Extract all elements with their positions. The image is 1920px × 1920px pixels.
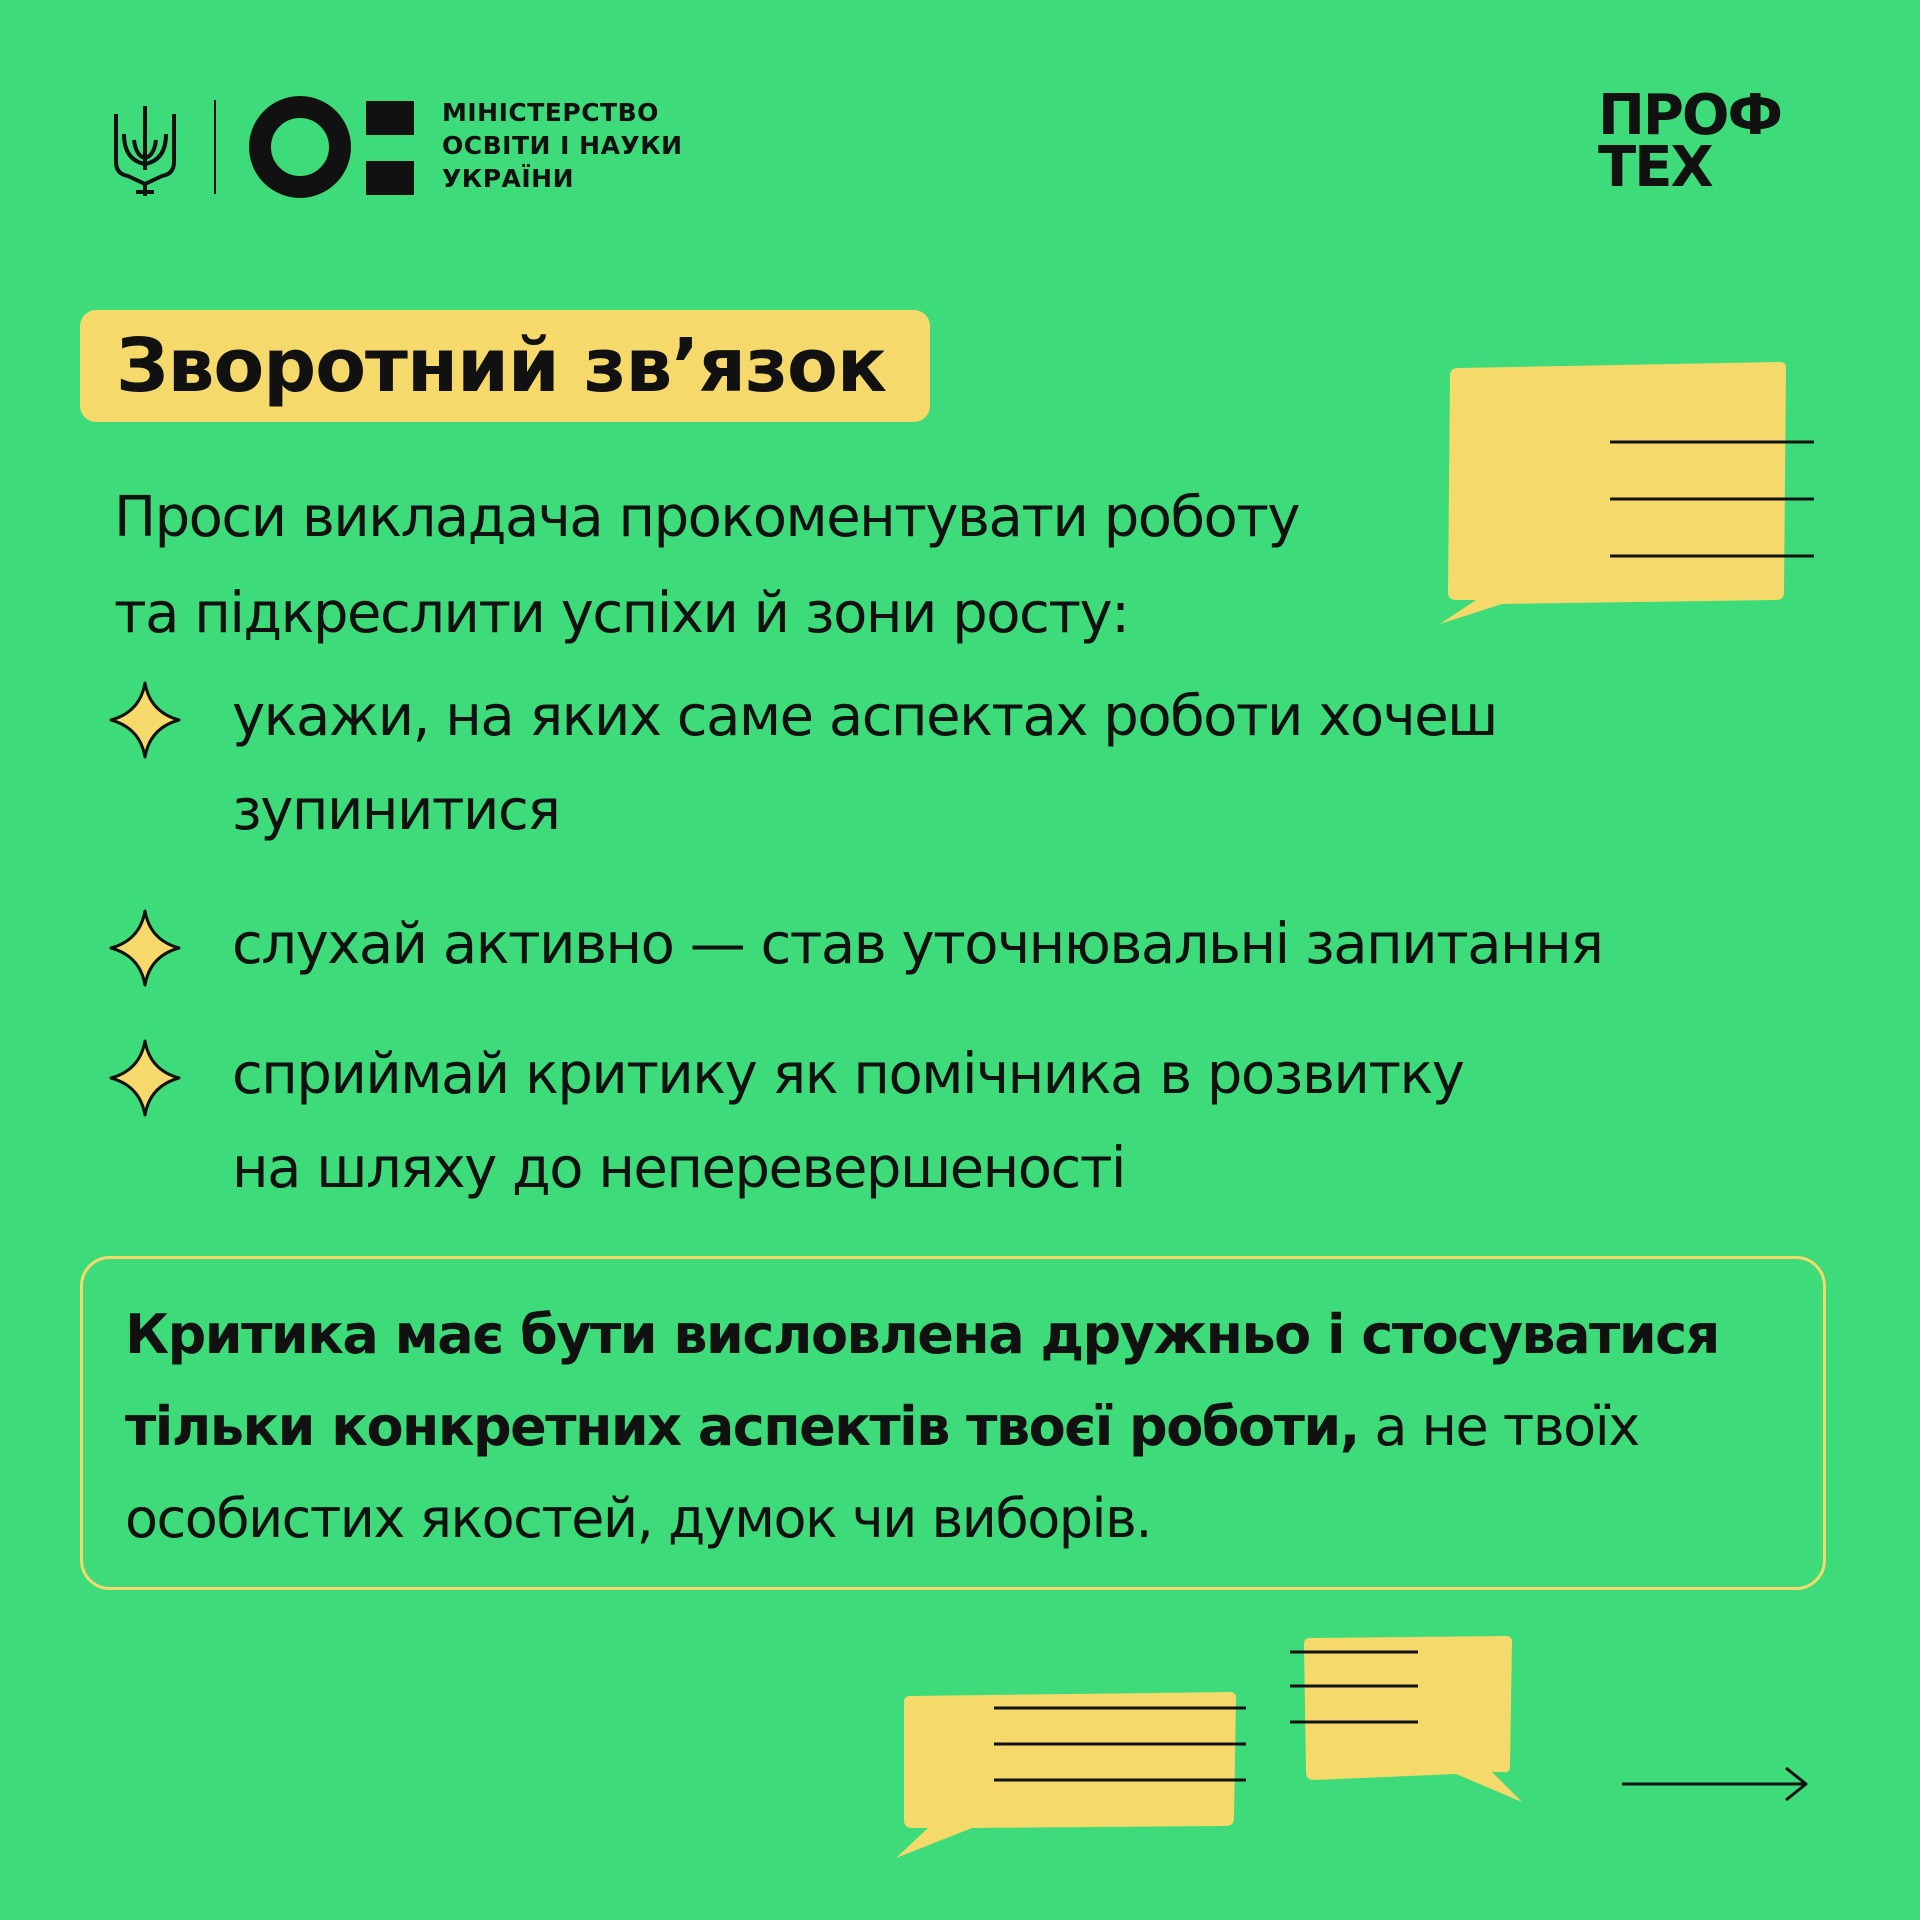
- intro-line: та підкреслити успіхи й зони росту:: [114, 581, 1129, 646]
- speech-bubble-icon: [1286, 1630, 1526, 1806]
- page-title: Зворотний зв’язок: [116, 323, 887, 409]
- list-item-text: на шляху до неперевершеності: [232, 1136, 1125, 1201]
- brand-line: ПРОФ: [1598, 83, 1782, 148]
- list-item-text: укажи, на яких саме аспектах роботи хочеш: [232, 684, 1497, 749]
- intro-line: Проси викладача прокоментувати роботу: [114, 485, 1300, 550]
- list-item-text: сприймай критику як помічника в розвитку: [232, 1042, 1464, 1107]
- ministry-logo: [248, 95, 418, 200]
- speech-bubble-icon: [1436, 356, 1816, 631]
- arrow-right-icon[interactable]: [1620, 1764, 1810, 1804]
- title-pill: [80, 310, 930, 422]
- sparkle-star-icon: [108, 680, 182, 760]
- ministry-line: МІНІСТЕРСТВО: [442, 98, 659, 127]
- list-item-text: зупинитися: [232, 778, 560, 843]
- sparkle-star-icon: [108, 1038, 182, 1118]
- ministry-line: ОСВІТИ І НАУКИ: [442, 131, 683, 160]
- sparkle-star-icon: [108, 908, 182, 988]
- intro-text: [114, 470, 1434, 662]
- brand-logo: [1598, 83, 1782, 200]
- callout-regular-text: а не твоїх: [1358, 1395, 1639, 1458]
- list-item-text: слухай активно — став уточнювальні запитання: [232, 912, 1603, 977]
- callout-box: [80, 1256, 1826, 1590]
- header-divider: [214, 100, 216, 194]
- speech-bubble-icon: [892, 1686, 1252, 1862]
- brand-line: ТЕХ: [1598, 135, 1712, 200]
- callout-bold-text: Критика має бути висловлена дружньо і стосуватися: [125, 1303, 1719, 1366]
- callout-bold-text: тільки конкретних аспектів твоєї роботи,: [125, 1395, 1359, 1458]
- ministry-name: [442, 96, 683, 195]
- trident-icon: [110, 100, 180, 200]
- callout-text: [125, 1289, 1805, 1565]
- callout-regular-text: особистих якостей, думок чи виборів.: [125, 1487, 1151, 1550]
- ministry-line: УКРАЇНИ: [442, 164, 575, 193]
